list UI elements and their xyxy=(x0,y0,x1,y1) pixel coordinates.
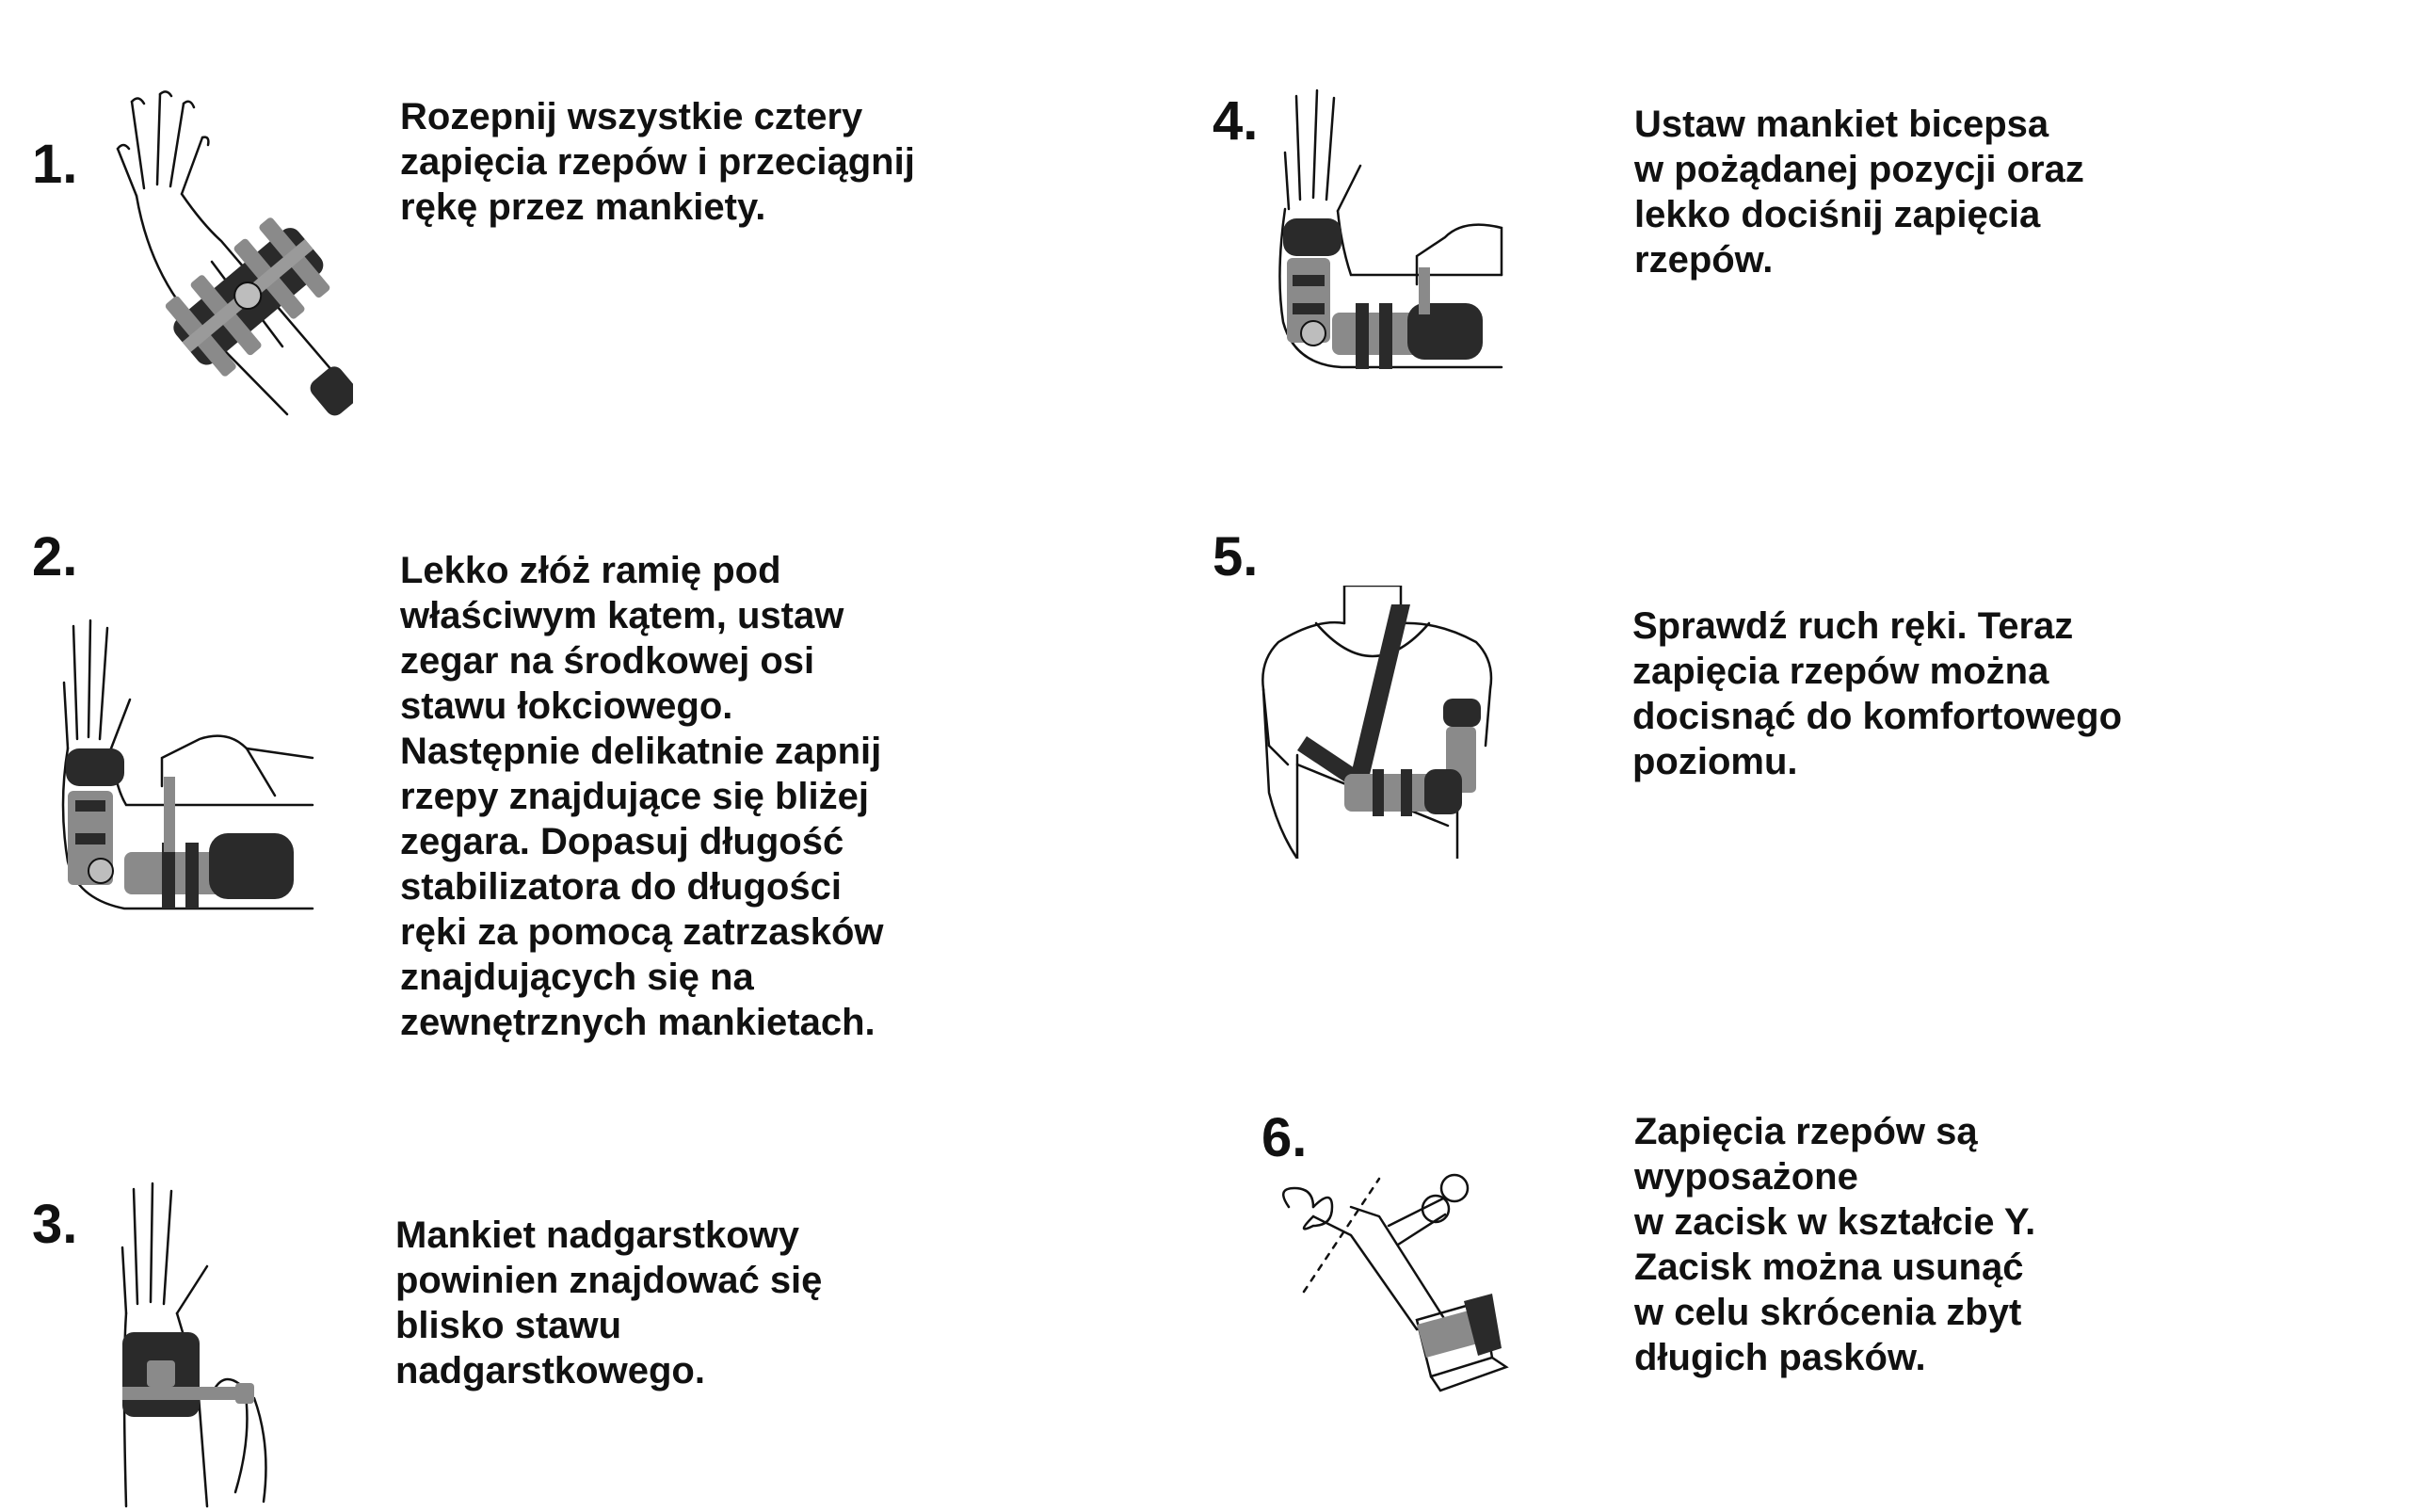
arm-straight-braced-icon xyxy=(80,83,353,422)
step-3-number: 3. xyxy=(32,1194,78,1255)
arm-bent-biceps-cuff-icon xyxy=(1276,87,1520,378)
arm-bent-fastening-icon xyxy=(58,617,322,918)
step-3-text xyxy=(395,1213,822,1393)
step-2-line: ręki za pomocą zatrzasków xyxy=(400,911,884,953)
step-2-line: stawu łokciowego. xyxy=(400,685,733,727)
step-4-text xyxy=(1634,102,2084,282)
step-6-line: w celu skrócenia zbyt xyxy=(1634,1292,2022,1333)
step-5-number: 5. xyxy=(1213,526,1259,587)
wrist-cuff-icon xyxy=(113,1182,273,1511)
step-5-text xyxy=(1632,603,2122,784)
step-6-line: Zapięcia rzepów są xyxy=(1634,1111,1978,1152)
step-4-line: w pożądanej pozycji oraz xyxy=(1634,149,2084,190)
step-2-line: stabilizatora do długości xyxy=(400,866,842,908)
step-3-line: nadgarstkowego. xyxy=(395,1350,705,1391)
step-6-line: długich pasków. xyxy=(1634,1337,1926,1378)
step-2-number: 2. xyxy=(32,526,78,587)
step-5-line: zapięcia rzepów można xyxy=(1632,651,2049,692)
step-4-line: rzepów. xyxy=(1634,239,1774,281)
step-6-line: wyposażone xyxy=(1634,1156,1858,1198)
step-2-line: rzepy znajdujące się bliżej xyxy=(400,776,869,817)
step-6-text xyxy=(1634,1109,2035,1380)
step-1-line: zapięcia rzepów i przeciągnij xyxy=(400,141,915,183)
step-3-line: powinien znajdować się xyxy=(395,1260,823,1301)
step-2-line: zegara. Dopasuj długość xyxy=(400,821,844,862)
step-3-line: Mankiet nadgarstkowy xyxy=(395,1214,800,1256)
step-2-line: właściwym kątem, ustaw xyxy=(400,595,844,636)
step-2-line: zegar na środkowej osi xyxy=(400,640,815,682)
step-1-line: rękę przez mankiety. xyxy=(400,186,766,228)
step-2-line: Następnie delikatnie zapnij xyxy=(400,731,882,772)
scissors-strap-icon xyxy=(1276,1160,1511,1395)
step-5-line: Sprawdź ruch ręki. Teraz xyxy=(1632,605,2074,647)
step-2-line: znajdujących się na xyxy=(400,957,754,998)
step-1-line: Rozepnij wszystkie cztery xyxy=(400,96,863,137)
step-5-line: docisnąć do komfortowego xyxy=(1632,696,2123,737)
step-3-line: blisko stawu xyxy=(395,1305,622,1346)
torso-sling-icon xyxy=(1260,586,1504,859)
step-4-line: Ustaw mankiet bicepsa xyxy=(1634,104,2049,145)
step-2-text xyxy=(400,548,884,1045)
step-5-line: poziomu. xyxy=(1632,741,1798,782)
step-4-number: 4. xyxy=(1213,90,1259,152)
step-1-text xyxy=(400,94,915,230)
step-2-line: Lekko złóż ramię pod xyxy=(400,550,781,591)
step-6-line: Zacisk można usunąć xyxy=(1634,1247,2024,1288)
step-4-line: lekko dociśnij zapięcia xyxy=(1634,194,2041,235)
step-2-line: zewnętrznych mankietach. xyxy=(400,1002,876,1043)
step-6-line: w zacisk w kształcie Y. xyxy=(1634,1201,2036,1243)
step-1-number: 1. xyxy=(32,134,78,195)
step-6-number: 6. xyxy=(1261,1107,1308,1168)
